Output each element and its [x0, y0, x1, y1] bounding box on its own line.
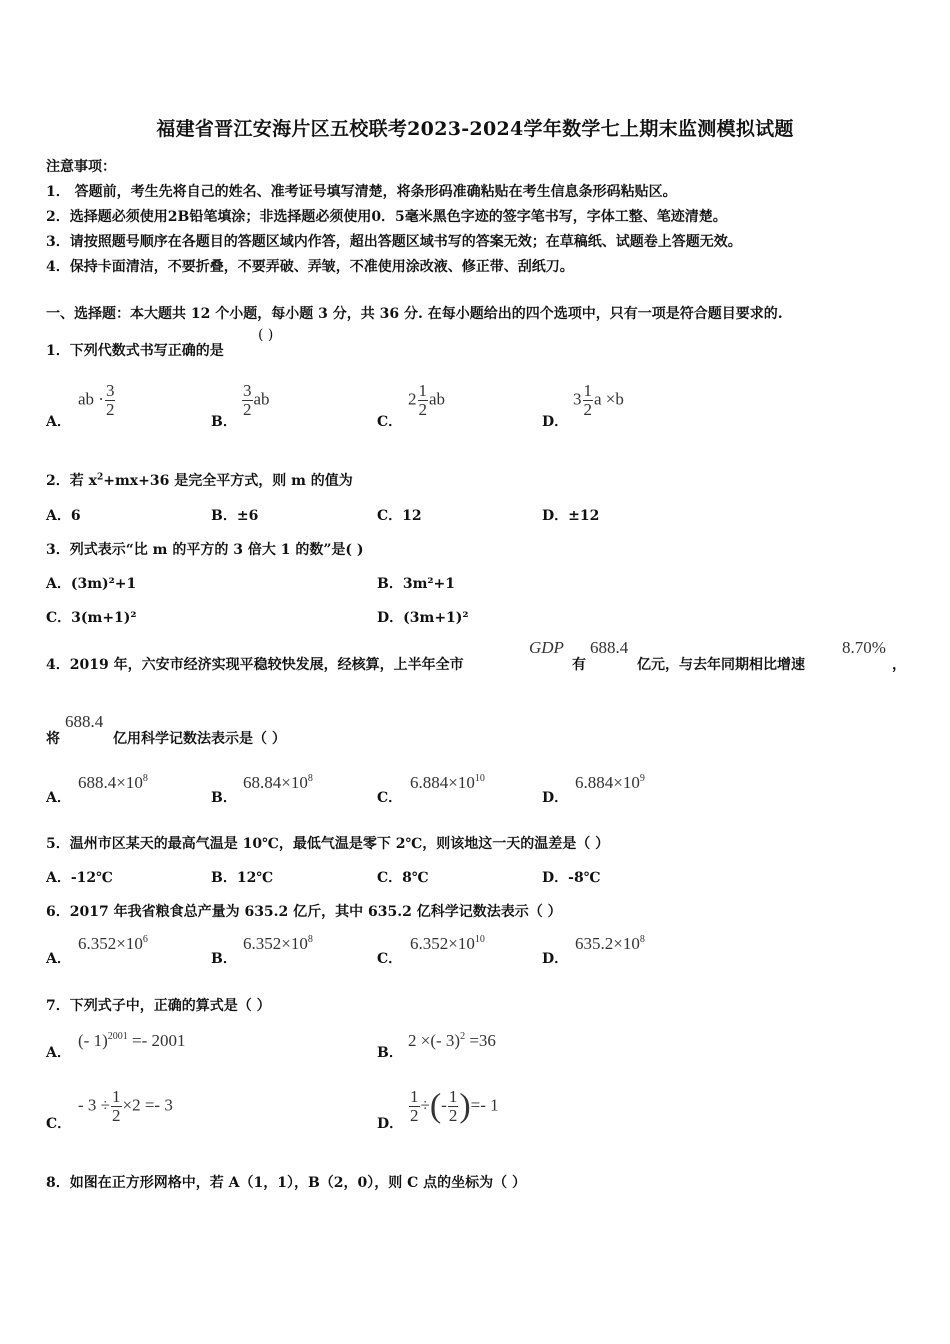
question-3-stem: 3．列式表示“比 m 的平方的 3 倍大 1 的数”是( ): [46, 542, 364, 558]
q4-gdp: GDP: [529, 638, 564, 657]
q4-comma: ，: [892, 657, 906, 673]
q4-label-b: B．: [211, 790, 237, 806]
section-heading: 一、选择题：本大题共 12 个小题，每小题 3 分，共 36 分. 在每小题给出的四个选项中，只有一项是符合题目要求的.: [46, 306, 783, 322]
q1-a-fraction: [105, 382, 116, 419]
q1-label-a: A．: [46, 414, 71, 430]
question-2-stem: [46, 470, 353, 490]
q4-d-base: 6.884: [575, 773, 614, 792]
q4-part2: 有: [572, 657, 586, 673]
q1-label-d: D．: [542, 414, 569, 430]
q1-option-a: [78, 382, 116, 419]
q4-label-c: C．: [377, 790, 403, 806]
q1-label-c: C．: [377, 414, 403, 430]
q4-percent: 8.70%: [842, 638, 886, 657]
notice-heading: 注意事项：: [46, 159, 116, 175]
q4-a-base: 688.4: [78, 773, 117, 792]
notice-item-2: 2．选择题必须使用2B铅笔填涂；非选择题必须使用0．5毫米黑色字迹的签字笔书写，字体工整、笔迹清楚。: [46, 209, 727, 225]
q7-option-d: [408, 1088, 499, 1125]
q4-label-d: D．: [542, 790, 569, 806]
q1-d-pre: 3: [573, 389, 582, 409]
q7-b-rest: =36: [465, 1031, 496, 1050]
q1-c-post: ab: [429, 389, 446, 409]
q2-option-b: B．±6: [211, 508, 259, 524]
q5-option-b: B．12℃: [211, 870, 274, 886]
question-1-stem: 1．下列代数式书写正确的是: [46, 343, 224, 359]
q2-option-a: A．6: [46, 508, 81, 524]
q5-option-d: D．-8℃: [542, 870, 601, 886]
q7-d-minus: -: [441, 1095, 447, 1115]
q7-d-fraction-2: [448, 1088, 459, 1125]
q7-d-den2: 2: [448, 1105, 458, 1125]
question-1-paren: ( ): [258, 327, 274, 343]
notice-item-4: 4．保持卡面清洁，不要折叠，不要弄破、弄皱，不准使用涂改液、修正带、刮纸刀。: [46, 259, 574, 275]
q4-d-exp: 9: [639, 773, 645, 784]
q7-option-b: [408, 1031, 496, 1051]
q2-option-d: D．±12: [542, 508, 600, 524]
q4-option-a: $688.4\times 10^8$: [78, 773, 148, 792]
q1-b-post: ab: [253, 389, 270, 409]
question-6-stem: 6．2017 年我省粮食总产量为 635.2 亿斤，其中 635.2 亿科学记数法表示（ ）: [46, 904, 562, 920]
q2-option-c: C．12: [377, 508, 422, 524]
q1-label-b: B．: [211, 414, 237, 430]
q6-option-d: $635.2\times 10^8$: [575, 934, 645, 953]
q6-d-exp: 8: [639, 934, 645, 945]
q6-d-base: 635.2: [575, 934, 614, 953]
q1-b-den: 2: [243, 399, 252, 419]
q5-option-c: C．8℃: [377, 870, 429, 886]
q7-c-fraction: [111, 1088, 122, 1125]
q4-c-exp: 10: [474, 773, 485, 784]
q6-c-base: 6.352: [410, 934, 449, 953]
q6-option-b: $6.352\times 10^8$: [243, 934, 313, 953]
q1-b-num: 3: [243, 381, 252, 400]
q7-d-num2: 1: [448, 1087, 458, 1106]
q1-d-num: 1: [583, 381, 592, 400]
q4-c-base: 6.884: [410, 773, 449, 792]
q1-a-pre: ab ·: [78, 389, 104, 409]
q7-c-num: 1: [112, 1087, 121, 1106]
notice-item-1: 1． 答题前，考生先将自己的姓名、准考证号填写清楚，将条形码准确粘贴在考生信息条形码粘贴区。: [46, 184, 677, 200]
q7-d-den1: 2: [410, 1105, 419, 1125]
q7-label-a: A．: [46, 1045, 71, 1061]
q4-option-c: $6.884\times 10^{10}$: [410, 773, 485, 792]
q7-d-right-paren: ): [459, 1087, 471, 1125]
q4-value: 688.4: [590, 638, 629, 657]
q6-option-a: $6.352\times 10^6$: [78, 934, 148, 953]
q2-stem-post: +mx+36 是完全平方式，则 m 的值为: [103, 473, 353, 489]
q4-line2-post: 亿用科学记数法表示是（ ）: [113, 731, 286, 747]
q7-d-left-paren: (: [429, 1087, 442, 1125]
q2-stem-sup: 2: [96, 472, 104, 483]
q7-d-div: ÷: [420, 1095, 430, 1115]
notice-item-3: 3．请按照题号顺序在各题目的答题区域内作答，超出答题区域书写的答案无效；在草稿纸、试题卷上答题无效。: [46, 234, 742, 250]
q1-c-num: 1: [418, 381, 427, 400]
q7-d-post: =- 1: [470, 1095, 499, 1115]
q4-b-base: 68.84: [243, 773, 282, 792]
q7-label-b: B．: [377, 1045, 403, 1061]
q7-label-d: D．: [377, 1116, 404, 1132]
question-8-stem: 8．如图在正方形网格中，若 A（1，1），B（2，0），则 C 点的坐标为（ ）: [46, 1175, 527, 1191]
q6-label-b: B．: [211, 951, 237, 967]
q7-b-pre: 2 ×(- 3): [408, 1031, 461, 1050]
q1-c-fraction: [418, 382, 429, 419]
q6-a-exp: 6: [142, 934, 148, 945]
q4-option-d: $6.884\times 10^9$: [575, 773, 645, 792]
q7-c-pre: - 3 ÷: [78, 1095, 110, 1115]
q6-b-base: 6.352: [243, 934, 282, 953]
q3-option-c: C．3(m+1)²: [46, 610, 137, 626]
q7-c-post: ×2 =- 3: [122, 1095, 173, 1115]
q7-option-c: [78, 1088, 173, 1125]
q4-label-a: A．: [46, 790, 71, 806]
q7-a-rest: =- 2001: [127, 1031, 186, 1050]
question-4-part1: 4．2019 年，六安市经济实现平稳较快发展，经核算，上半年全市: [46, 657, 464, 673]
q1-c-pre: 2: [408, 389, 417, 409]
q3-option-b: B．3m²+1: [377, 576, 455, 592]
q7-d-fraction-1: [409, 1088, 420, 1125]
q1-b-fraction: [242, 382, 253, 419]
q7-a-exp: 2001: [107, 1031, 128, 1042]
page-title: 福建省晋江安海片区五校联考2023-2024学年数学七上期末监测模拟试题: [156, 118, 794, 140]
q1-a-den: 2: [105, 399, 115, 419]
q1-option-b: [241, 382, 270, 419]
q4-part3: 亿元，与去年同期相比增速: [637, 657, 805, 673]
q6-b-exp: 8: [307, 934, 313, 945]
q7-c-den: 2: [112, 1105, 121, 1125]
q3-option-a: A．(3m)²+1: [46, 576, 137, 592]
q1-c-den: 2: [418, 399, 427, 419]
q1-d-fraction: [583, 382, 594, 419]
q6-label-d: D．: [542, 951, 569, 967]
q7-option-a: [78, 1031, 185, 1051]
q1-option-c: [408, 382, 445, 419]
q1-a-num: 3: [105, 381, 115, 400]
q6-option-c: $6.352\times 10^{10}$: [410, 934, 485, 953]
q7-b-exp: 2: [460, 1031, 466, 1042]
q4-b-exp: 8: [307, 773, 313, 784]
q4-line2-value: 688.4: [65, 712, 104, 731]
q6-c-exp: 10: [474, 934, 485, 945]
q4-a-exp: 8: [142, 773, 148, 784]
q3-option-d: D．(3m+1)²: [377, 610, 469, 626]
q1-option-d: [573, 382, 624, 419]
q7-label-c: C．: [46, 1116, 72, 1132]
q1-d-post: a ×b: [594, 389, 624, 409]
q4-line2-pre: 将: [46, 731, 60, 747]
question-5-stem: 5．温州市区某天的最高气温是 10℃，最低气温是零下 2℃，则该地这一天的温差是（ ）: [46, 836, 610, 852]
q7-d-num1: 1: [410, 1087, 419, 1106]
q4-option-b: $68.84\times 10^8$: [243, 773, 313, 792]
q2-stem-pre: 2．若 x: [46, 473, 97, 489]
q6-label-c: C．: [377, 951, 403, 967]
question-7-stem: 7．下列式子中，正确的算式是（ ）: [46, 998, 271, 1014]
q5-option-a: A．-12℃: [46, 870, 113, 886]
q1-d-den: 2: [583, 399, 592, 419]
q6-label-a: A．: [46, 951, 71, 967]
q6-a-base: 6.352: [78, 934, 117, 953]
q7-a-base: (- 1): [78, 1031, 108, 1050]
